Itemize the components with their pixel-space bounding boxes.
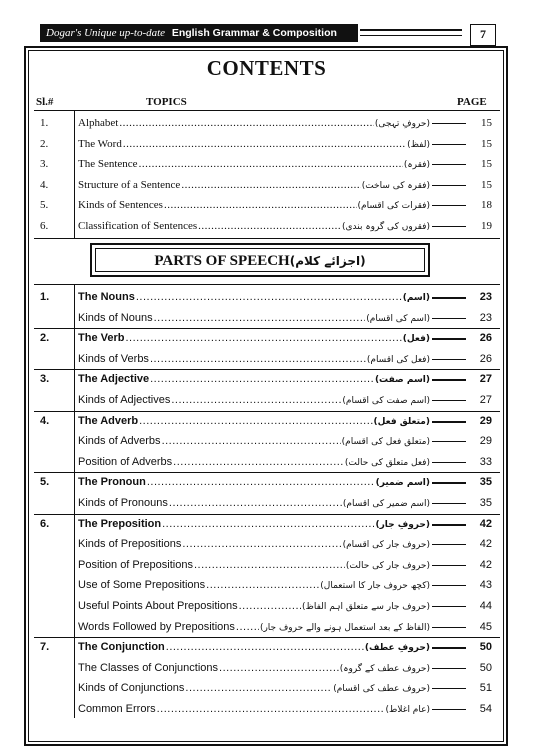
- leader-dash: [432, 503, 466, 504]
- row-urdu: (فعل کی اقسام): [366, 354, 430, 365]
- leader-dash: [432, 668, 466, 669]
- row-topic: Use of Some Prepositions: [78, 579, 206, 592]
- row-entry: [78, 199, 430, 211]
- toc-row: [40, 195, 500, 215]
- group-rule: [34, 369, 500, 370]
- leader-dots: [139, 415, 372, 427]
- row-entry: [78, 179, 430, 191]
- leader-dash: [432, 297, 466, 299]
- group-rule: [34, 472, 500, 473]
- row-number: 3.: [40, 158, 49, 170]
- toc-row: [40, 328, 500, 348]
- leader-dots: [162, 518, 374, 530]
- table-top-rule: [34, 110, 500, 111]
- row-page: 45: [479, 620, 492, 633]
- row-topic: The Adverb: [78, 414, 139, 427]
- row-entry: [78, 600, 430, 612]
- leader-dash: [432, 647, 466, 649]
- running-header: [40, 24, 358, 42]
- row-page: 35: [479, 497, 492, 509]
- leader-dash: [432, 359, 466, 360]
- leader-dots: [219, 662, 339, 674]
- leader-dash: [432, 164, 466, 165]
- row-number: 6.: [40, 517, 50, 530]
- row-entry: [78, 538, 430, 550]
- row-entry: [78, 641, 430, 653]
- row-topic: Words Followed by Prepositions: [78, 620, 235, 633]
- toc-row: [40, 113, 500, 133]
- row-urdu: (فقروں کی گروہ بندی): [341, 221, 430, 232]
- book-title: English Grammar & Composition: [171, 27, 337, 39]
- group-rule: [34, 514, 500, 515]
- row-page: 23: [479, 291, 492, 303]
- row-entry: [78, 373, 430, 385]
- leader-dots: [239, 600, 301, 612]
- toc-row: [40, 658, 500, 678]
- row-topic: Kinds of Conjunctions: [78, 682, 185, 695]
- row-page: 35: [479, 476, 492, 489]
- leader-dash: [432, 524, 466, 526]
- row-entry: [78, 703, 430, 715]
- row-urdu: (اسم): [402, 293, 430, 303]
- row-urdu: (اسم صفت کی اقسام): [342, 396, 430, 406]
- leader-dash: [432, 709, 466, 710]
- row-page: 18: [481, 199, 492, 211]
- row-page: 27: [479, 373, 492, 386]
- row-urdu: (عام اغلاط): [385, 705, 430, 715]
- leader-dots: [157, 703, 385, 715]
- group-rule: [34, 328, 500, 329]
- row-topic: Classification of Sentences: [78, 219, 198, 232]
- row-urdu: (فعل متعلق کی حالت): [344, 457, 430, 468]
- row-page: 19: [481, 219, 492, 232]
- row-number: 4.: [40, 414, 50, 427]
- toc-row: [40, 452, 500, 472]
- row-urdu: (حروفِ جار): [375, 519, 430, 530]
- parts-of-speech-heading: [90, 243, 430, 277]
- leader-dots: [162, 435, 341, 447]
- row-entry: [78, 415, 430, 427]
- row-entry: [78, 220, 430, 232]
- row-entry: [78, 497, 430, 509]
- row-page: 33: [479, 455, 492, 468]
- toc-row: [40, 678, 500, 698]
- leader-dash: [432, 379, 466, 381]
- toc-row: [40, 175, 500, 195]
- row-topic: Common Errors: [78, 703, 156, 715]
- row-page: 26: [479, 352, 492, 365]
- leader-dots: [194, 559, 345, 571]
- leader-dots: [198, 220, 341, 232]
- toc-row: [40, 699, 500, 719]
- row-topic: Kinds of Prepositions: [78, 538, 182, 551]
- toc-row: [40, 411, 500, 431]
- leader-dots: [123, 138, 406, 150]
- header-rule: [360, 29, 462, 31]
- row-urdu: (اسم کی اقسام): [366, 313, 430, 324]
- leader-dots: [236, 621, 259, 633]
- row-page: 43: [479, 579, 492, 592]
- row-page: 51: [479, 682, 492, 695]
- row-urdu: (حروف جار کی حالت): [345, 560, 430, 571]
- row-urdu: (الفاظ کے بعد استعمال ہونے والے حروف جار): [259, 622, 430, 633]
- row-page: 42: [479, 558, 492, 571]
- toc-row: [40, 637, 500, 657]
- toc-row: [40, 134, 500, 154]
- leader-dots: [164, 199, 357, 211]
- row-topic: The Preposition: [78, 517, 162, 530]
- row-entry: [78, 662, 430, 674]
- toc-row: [40, 534, 500, 554]
- row-urdu: (متعلق فعل): [373, 416, 430, 427]
- row-number: 5.: [40, 476, 50, 489]
- row-number: 3.: [40, 373, 50, 386]
- row-entry: [78, 621, 430, 633]
- row-urdu: (کچھ حروف جار کا استعمال): [320, 581, 430, 592]
- row-topic: The Adjective: [78, 373, 150, 386]
- row-topic: The Classes of Conjunctions: [78, 661, 219, 674]
- page-title: CONTENTS: [206, 56, 327, 80]
- row-entry: [78, 456, 430, 468]
- toc-row: [40, 431, 500, 451]
- leader-dots: [182, 538, 341, 550]
- row-entry: [78, 117, 430, 129]
- row-entry: [78, 353, 430, 365]
- row-number: 1.: [40, 291, 50, 303]
- leader-dots: [166, 641, 364, 653]
- row-number: 1.: [40, 117, 49, 129]
- leader-dash: [432, 421, 466, 423]
- row-urdu: (متعلق فعل کی اقسام): [341, 437, 430, 448]
- row-entry: [78, 138, 430, 150]
- leader-dots: [169, 497, 342, 509]
- row-page: 54: [479, 703, 492, 715]
- table-rule: [34, 238, 500, 239]
- leader-dash: [432, 441, 466, 442]
- row-entry: [78, 682, 430, 694]
- row-entry: [78, 312, 430, 324]
- row-number: 2.: [40, 332, 50, 345]
- row-page: 15: [481, 158, 492, 170]
- row-entry: [78, 559, 430, 571]
- row-topic: The Conjunction: [78, 641, 165, 654]
- row-topic: Kinds of Pronouns: [78, 497, 168, 509]
- row-topic: Structure of a Sentence: [78, 178, 181, 191]
- leader-dots: [136, 291, 402, 303]
- row-entry: [78, 579, 430, 591]
- leader-dots: [181, 179, 360, 191]
- row-topic: The Nouns: [78, 291, 135, 303]
- row-page: 27: [479, 394, 492, 406]
- column-header-page: PAGE: [457, 96, 487, 108]
- row-number: 5.: [40, 199, 49, 211]
- leader-dash: [432, 544, 466, 545]
- row-topic: Kinds of Nouns: [78, 311, 153, 324]
- leader-dots: [150, 353, 366, 365]
- page-number: 7: [470, 24, 496, 46]
- toc-row: [40, 154, 500, 174]
- row-page: 26: [479, 332, 492, 345]
- row-page: 15: [481, 178, 492, 191]
- leader-dash: [432, 462, 466, 463]
- toc-row: [40, 287, 500, 307]
- toc-row: [40, 617, 500, 637]
- leader-dash: [432, 205, 466, 206]
- row-number: 2.: [40, 137, 49, 150]
- row-page: 29: [479, 435, 492, 448]
- row-urdu: (حروف جار سے متعلق اہم الفاظ): [302, 602, 430, 612]
- row-urdu: (حروف عطف کے گروہ): [339, 663, 430, 674]
- toc-row: [40, 514, 500, 534]
- leader-dash: [432, 606, 466, 607]
- leader-dash: [432, 123, 466, 124]
- leader-dots: [171, 394, 341, 406]
- row-urdu: (حروفِ تہجی): [374, 119, 430, 129]
- row-urdu: (اسم صفت): [374, 375, 430, 386]
- leader-dots: [125, 332, 401, 344]
- leader-dots: [150, 373, 374, 385]
- parts-heading-urdu: (اجزائے کلام): [289, 254, 366, 268]
- row-entry: [78, 158, 430, 170]
- leader-dots: [173, 456, 344, 468]
- leader-dash: [432, 585, 466, 586]
- row-entry: [78, 435, 430, 447]
- row-topic: Kinds of Adjectives: [78, 394, 171, 406]
- row-number: 6.: [40, 219, 49, 232]
- row-urdu: (لفظ): [407, 139, 430, 150]
- row-page: 15: [481, 117, 492, 129]
- toc-row: [40, 472, 500, 492]
- leader-dash: [432, 318, 466, 319]
- column-header-topics: TOPICS: [146, 96, 187, 108]
- row-page: 44: [479, 600, 492, 612]
- row-urdu: (حروف جار کی اقسام): [342, 540, 430, 551]
- row-page: 42: [479, 538, 492, 551]
- row-topic: The Pronoun: [78, 476, 146, 489]
- row-urdu: (حروف عطف کی اقسام): [333, 684, 430, 695]
- row-topic: Kinds of Verbs: [78, 352, 149, 365]
- row-topic: Kinds of Sentences: [78, 199, 163, 211]
- leader-dash: [432, 400, 466, 401]
- leader-dash: [432, 688, 466, 689]
- row-entry: [78, 291, 430, 303]
- header-rule-thin: [360, 35, 462, 36]
- toc-row: [40, 216, 500, 236]
- row-page: 23: [479, 311, 492, 324]
- row-number: 4.: [40, 178, 49, 191]
- toc-row: [40, 596, 500, 616]
- row-page: 50: [479, 661, 492, 674]
- row-page: 15: [481, 137, 492, 150]
- row-entry: [78, 394, 430, 406]
- row-topic: Alphabet: [78, 117, 119, 129]
- row-urdu: (فقرہ): [403, 160, 430, 170]
- leader-dash: [432, 226, 466, 227]
- row-urdu: (فقرات کی اقسام): [357, 201, 430, 211]
- group-rule: [34, 637, 500, 638]
- toc-row: [40, 369, 500, 389]
- leader-dash: [432, 338, 466, 340]
- toc-row: [40, 555, 500, 575]
- row-urdu: (حروفِ عطف): [364, 643, 430, 654]
- row-topic: Kinds of Adverbs: [78, 435, 161, 448]
- row-urdu: (اسم ضمیر کی اقسام): [342, 499, 430, 509]
- row-entry: [78, 518, 430, 530]
- parts-heading-english: PARTS OF SPEECH: [154, 253, 290, 269]
- group-rule: [34, 411, 500, 412]
- column-header-sl: Sl.#: [36, 96, 54, 108]
- leader-dash: [432, 627, 466, 628]
- row-page: 50: [479, 641, 492, 654]
- row-topic: The Verb: [78, 332, 125, 345]
- toc-row: [40, 493, 500, 513]
- row-entry: [78, 332, 430, 344]
- leader-dots: [119, 117, 373, 129]
- row-topic: The Sentence: [78, 158, 138, 170]
- row-topic: The Word: [78, 137, 122, 150]
- table-rule: [34, 284, 500, 285]
- leader-dots: [185, 682, 332, 694]
- leader-dash: [432, 482, 466, 484]
- leader-dots: [206, 579, 319, 591]
- row-page: 42: [479, 517, 492, 530]
- row-topic: Position of Prepositions: [78, 558, 193, 571]
- leader-dots: [139, 158, 403, 170]
- row-urdu: (فعل): [402, 334, 430, 345]
- leader-dash: [432, 185, 466, 186]
- row-urdu: (اسم ضمیر): [375, 478, 430, 489]
- leader-dash: [432, 565, 466, 566]
- row-entry: [78, 476, 430, 488]
- toc-row: [40, 575, 500, 595]
- row-topic: Useful Points About Prepositions: [78, 600, 238, 612]
- series-title: Dogar's Unique up-to-date: [46, 27, 166, 39]
- leader-dots: [154, 312, 366, 324]
- toc-row: [40, 390, 500, 410]
- row-number: 7.: [40, 641, 50, 654]
- row-urdu: (فقرہ کی ساخت): [361, 180, 430, 191]
- leader-dash: [432, 144, 466, 145]
- row-page: 29: [479, 414, 492, 427]
- row-topic: Position of Adverbs: [78, 455, 173, 468]
- toc-row: [40, 349, 500, 369]
- leader-dots: [147, 476, 375, 488]
- toc-row: [40, 308, 500, 328]
